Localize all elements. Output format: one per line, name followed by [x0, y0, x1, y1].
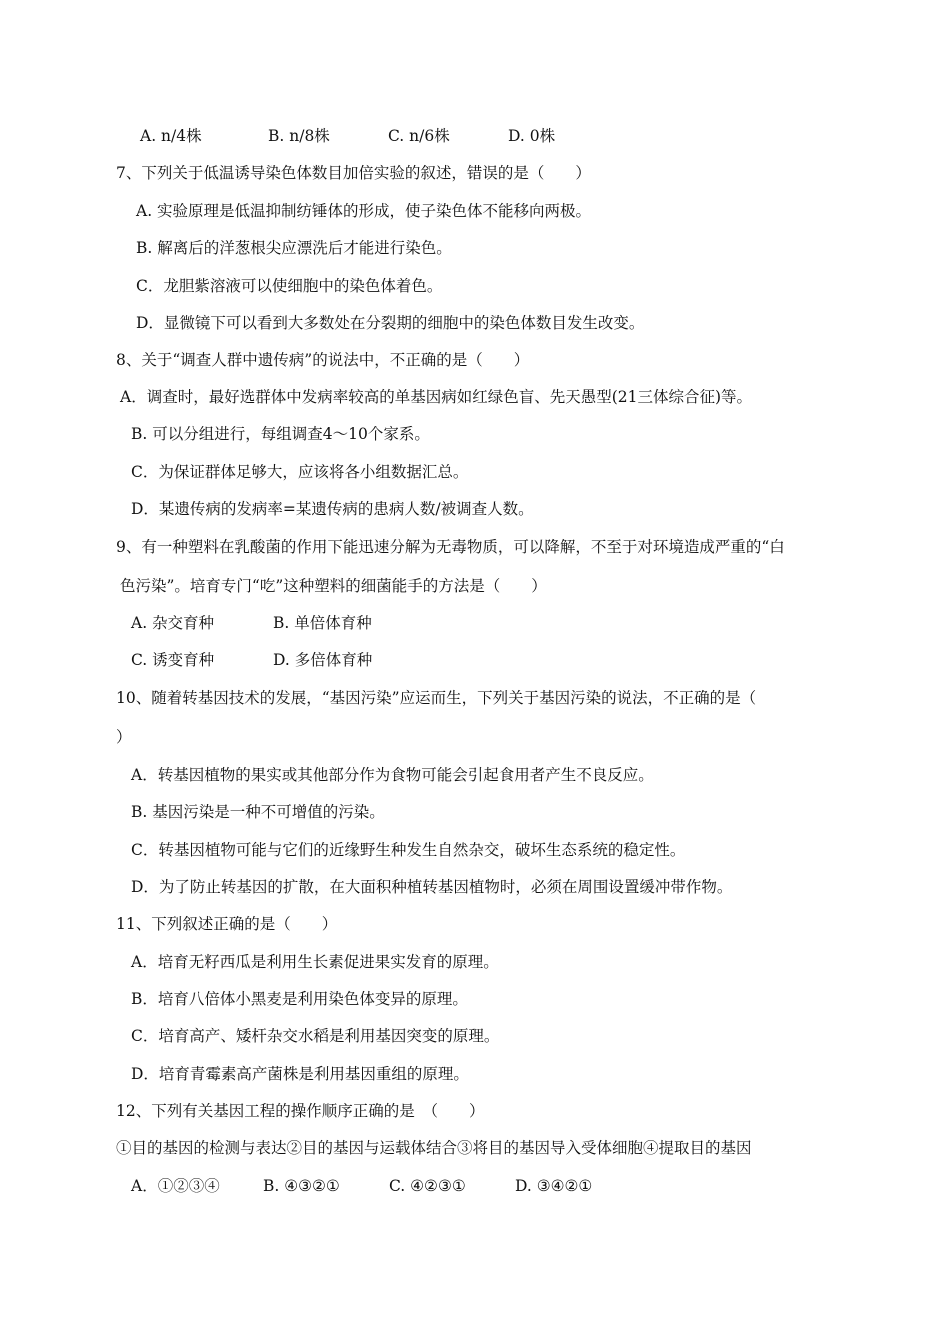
question-7-option-b: B. 解离后的洋葱根尖应漂洗后才能进行染色。: [136, 239, 452, 257]
option-c: C. n/6株: [388, 127, 450, 145]
question-12-stem: 12、下列有关基因工程的操作顺序正确的是 （ ）: [116, 1102, 485, 1120]
option-b: B. n/8株: [268, 127, 330, 145]
question-12-option-a: A．①②③④: [131, 1177, 220, 1195]
question-9-options-row-1: [131, 613, 372, 633]
question-12-option-d: D. ③④②①: [515, 1177, 593, 1195]
option-a: A. n/4株: [140, 127, 202, 145]
question-9-stem-line1: 9、有一种塑料在乳酸菌的作用下能迅速分解为无毒物质，可以降解，不至于对环境造成严重的“白: [116, 538, 785, 556]
question-10-option-c: C．转基因植物可能与它们的近缘野生种发生自然杂交，破坏生态系统的稳定性。: [131, 841, 686, 859]
question-9-stem-line2: 色污染”。培育专门“吃”这种塑料的细菌能手的方法是（ ）: [120, 577, 547, 595]
question-10-option-d: D．为了防止转基因的扩散，在大面积种植转基因植物时，必须在周围设置缓冲带作物。: [131, 878, 733, 896]
question-8-option-d: D．某遗传病的发病率=某遗传病的患病人数/被调查人数。: [131, 500, 534, 518]
question-7-option-c: C．龙胆紫溶液可以使细胞中的染色体着色。: [136, 277, 443, 295]
question-11-option-d: D．培育青霉素高产菌株是利用基因重组的原理。: [131, 1065, 469, 1083]
question-12-option-c: C. ④②③①: [389, 1177, 466, 1195]
question-8-option-b: B. 可以分组进行，每组调查4～10个家系。: [131, 425, 430, 443]
question-7-stem: 7、下列关于低温诱导染色体数目加倍实验的叙述，错误的是（ ）: [116, 164, 591, 182]
question-9-options-row-2: [131, 650, 372, 670]
question-8-option-a: A．调查时，最好选群体中发病率较高的单基因病如红绿色盲、先天愚型(21三体综合征)等。: [120, 388, 753, 406]
question-10-option-a: A．转基因植物的果实或其他部分作为食物可能会引起食用者产生不良反应。: [131, 766, 654, 784]
question-9-option-b: B. 单倍体育种: [273, 614, 372, 632]
question-10-stem-line2: ）: [116, 728, 132, 746]
question-10-option-b: B. 基因污染是一种不可增值的污染。: [131, 803, 385, 821]
question-12-steps: ①目的基因的检测与表达②目的基因与运载体结合③将目的基因导入受体细胞④提取目的基因: [116, 1139, 752, 1157]
option-d: D. 0株: [508, 127, 556, 145]
question-7-option-d: D．显微镜下可以看到大多数处在分裂期的细胞中的染色体数目发生改变。: [136, 314, 645, 332]
question-11-option-c: C．培育高产、矮杆杂交水稻是利用基因突变的原理。: [131, 1027, 500, 1045]
question-9-option-a: A. 杂交育种: [131, 614, 215, 632]
question-8-stem: 8、关于“调查人群中遗传病”的说法中，不正确的是（ ）: [116, 351, 530, 369]
top-options-row: [140, 126, 555, 146]
question-12-options-row: [131, 1176, 592, 1196]
question-10-stem-line1: 10、随着转基因技术的发展，“基因污染”应运而生，下列关于基因污染的说法，不正确的是（: [116, 689, 757, 707]
question-11-option-a: A．培育无籽西瓜是利用生长素促进果实发育的原理。: [131, 953, 499, 971]
question-12-option-b: B. ④③②①: [263, 1177, 340, 1195]
question-7-option-a: A. 实验原理是低温抑制纺锤体的形成，使子染色体不能移向两极。: [136, 202, 592, 220]
question-9-option-c: C. 诱变育种: [131, 651, 215, 669]
question-9-option-d: D. 多倍体育种: [273, 651, 373, 669]
question-8-option-c: C．为保证群体足够大，应该将各小组数据汇总。: [131, 463, 469, 481]
question-11-option-b: B．培育八倍体小黑麦是利用染色体变异的原理。: [131, 990, 468, 1008]
question-11-stem: 11、下列叙述正确的是（ ）: [116, 915, 338, 933]
